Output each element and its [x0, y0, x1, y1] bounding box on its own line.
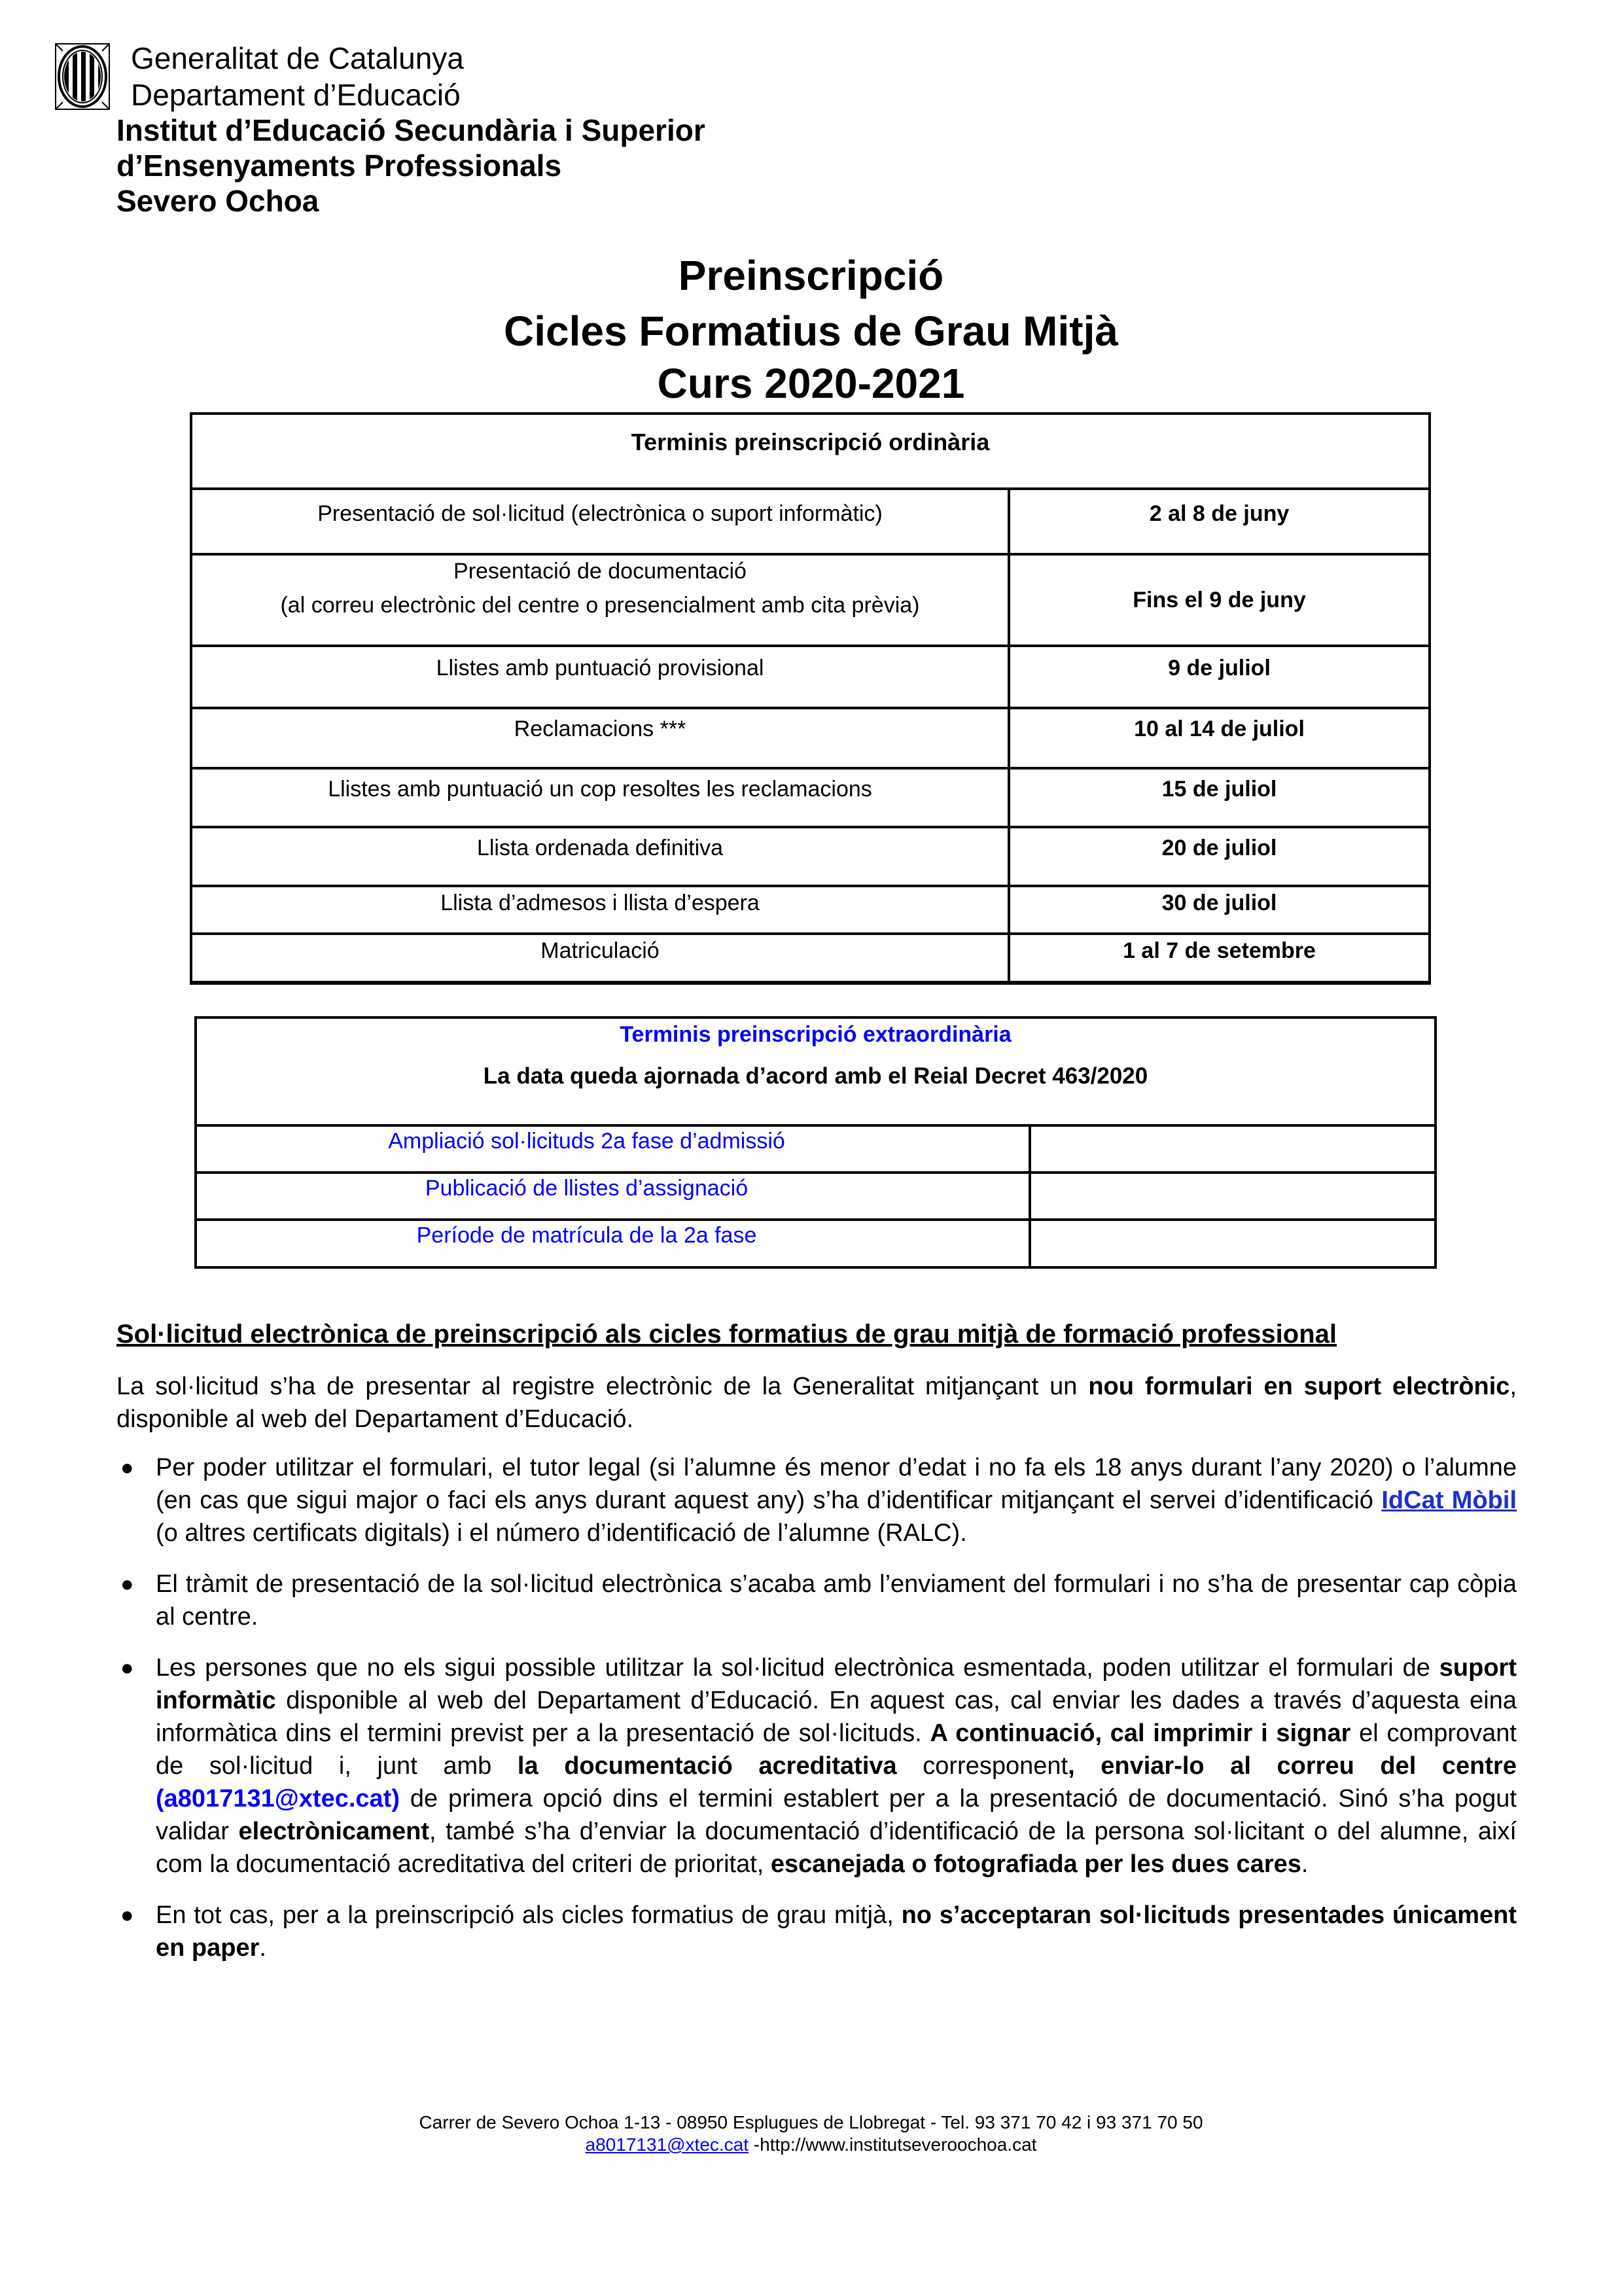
row-date	[1030, 1220, 1436, 1267]
idcat-mobil-link[interactable]: IdCat Mòbil	[1381, 1487, 1517, 1514]
page-title-line-3: Curs 2020-2021	[657, 360, 965, 407]
institute-name-line-2: d’Ensenyaments Professionals	[116, 149, 562, 183]
bullet-text: Les persones que no els sigui possible utilitzar la sol·licitud electrònica esmentada, poden utilitzar el formulari de	[156, 1654, 1439, 1682]
row-date	[1030, 1125, 1436, 1173]
row-label: Llista d’admesos i llista d’espera	[191, 886, 1009, 934]
bullet-bold: la documentació acreditativa	[517, 1752, 897, 1780]
ordinary-table-heading: Terminis preinscripció ordinària	[191, 414, 1430, 489]
institute-name-line-1: Institut d’Educació Secundària i Superior	[116, 113, 705, 147]
government-name: Generalitat de Catalunya	[131, 41, 464, 75]
list-item	[116, 1651, 1517, 1881]
bullet-text: , també s’ha d’enviar la documentació d’identificació de la persona sol·licitant o del alumne, així com la documentació acreditativa del criteri de prioritat,	[156, 1818, 1517, 1878]
bullet-text: (o altres certificats digitals) i el número d’identificació de l’alumne (RALC).	[156, 1519, 967, 1547]
row-label: Matriculació	[191, 934, 1009, 983]
generalitat-coat-of-arms-icon	[55, 43, 110, 110]
bullet-icon: ●	[120, 1655, 134, 1680]
table-row	[191, 886, 1430, 934]
row-date: 1 al 7 de setembre	[1009, 934, 1430, 983]
bullet-icon: ●	[120, 1903, 134, 1928]
section-heading: Sol·licitud electrònica de preinscripció als cicles formatius de grau mitjà de formació professional	[116, 1320, 1337, 1349]
intro-text-end: , disponible al web del Departament d’Educació.	[116, 1373, 1517, 1433]
footer-website: -http://www.institutseveroochoa.cat	[749, 2134, 1037, 2155]
bullet-text: corresponent	[896, 1752, 1068, 1780]
table-row	[191, 554, 1430, 646]
centre-email-link[interactable]: (a8017131@xtec.cat)	[156, 1785, 400, 1812]
row-date: 15 de juliol	[1009, 768, 1430, 827]
footer-contact	[0, 2134, 1622, 2156]
footer-address: Carrer de Severo Ochoa 1-13 - 08950 Esplugues de Llobregat - Tel. 93 371 70 42 i 93 371 70 50	[419, 2112, 1203, 2132]
list-item	[116, 1568, 1517, 1633]
table-header-row	[191, 414, 1430, 489]
bullet-bold: electrònicament	[238, 1818, 429, 1845]
table-row	[191, 708, 1430, 768]
row-date: 30 de juliol	[1009, 886, 1430, 934]
bullet-text: de primera opció dins el termini establert per a la presentació de documentació. Sinó s’ha pogut validar	[156, 1785, 1517, 1845]
bullet-text: disponible al web del Departament d’Educació. En aquest cas, cal enviar les dades a través d’aquesta eina informàtica dins el termini previst per a la presentació de sol·licituds.	[156, 1687, 1517, 1747]
table-row	[191, 646, 1430, 708]
bullet-text: Per poder utilitzar el formulari, el tutor legal (si l’alumne és menor d’edat i no fa els 18 anys durant l’any 2020) o l’alumne (en cas que sigui major o faci els anys durant aquest any) s’ha d’identificar mitjançant el servei d’identificació	[156, 1454, 1517, 1514]
bullet-bold: suport informàtic	[156, 1654, 1517, 1714]
row-label: Reclamacions ***	[191, 708, 1009, 768]
intro-bold: nou formulari en suport electrònic	[1088, 1373, 1510, 1400]
page-title-line-1: Preinscripció	[678, 252, 944, 299]
bullet-icon: ●	[120, 1455, 134, 1480]
table-row	[191, 489, 1430, 554]
row-date: Fins el 9 de juny	[1009, 554, 1430, 646]
row-label: Presentació de sol·licitud (electrònica o suport informàtic)	[191, 489, 1009, 554]
row-date	[1030, 1173, 1436, 1220]
row-date: 10 al 14 de juliol	[1009, 708, 1430, 768]
bullet-text: En tot cas, per a la preinscripció als cicles formatius de grau mitjà,	[156, 1901, 902, 1929]
row-label-sub: (al correu electrònic del centre o presencialment amb cita prèvia)	[280, 593, 920, 618]
bullet-icon: ●	[120, 1572, 134, 1597]
bullet-bold: A continuació, cal imprimir i signar	[930, 1720, 1351, 1747]
intro-paragraph	[116, 1370, 1517, 1436]
bullet-text: .	[259, 1934, 266, 1962]
table-header-row	[196, 1017, 1436, 1125]
extraordinary-table-heading: Terminis preinscripció extraordinària	[620, 1022, 1012, 1047]
row-label: Ampliació sol·licituds 2a fase d’admissió	[196, 1125, 1030, 1173]
bullet-text: el comprovant de sol·licitud i, junt amb	[156, 1720, 1517, 1780]
bullet-bold: , enviar-lo al correu del centre	[1068, 1752, 1517, 1780]
table-row	[196, 1173, 1436, 1220]
footer-email-link[interactable]: a8017131@xtec.cat	[585, 2134, 749, 2155]
row-date: 9 de juliol	[1009, 646, 1430, 708]
page-title-line-2: Cicles Formatius de Grau Mitjà	[504, 308, 1118, 355]
list-item	[116, 1899, 1517, 1964]
table-row	[191, 768, 1430, 827]
list-item	[116, 1451, 1517, 1549]
row-label: Llistes amb puntuació provisional	[191, 646, 1009, 708]
row-date: 2 al 8 de juny	[1009, 489, 1430, 554]
institute-name-line-3: Severo Ochoa	[116, 184, 319, 218]
electronic-application-section	[116, 1316, 1517, 1983]
table-row	[196, 1220, 1436, 1267]
ordinary-deadlines-table	[190, 412, 1431, 985]
table-row	[191, 827, 1430, 886]
row-label: Llistes amb puntuació un cop resoltes les reclamacions	[191, 768, 1009, 827]
row-label: Publicació de llistes d’assignació	[196, 1173, 1030, 1220]
table-row	[191, 934, 1430, 983]
table-row	[196, 1125, 1436, 1173]
bullet-bold: escanejada o fotografiada per les dues cares	[770, 1850, 1301, 1878]
department-name: Departament d’Educació	[131, 78, 461, 112]
extraordinary-table-header	[196, 1017, 1436, 1125]
row-date: 20 de juliol	[1009, 827, 1430, 886]
extraordinary-deadlines-table	[194, 1016, 1437, 1269]
row-label	[191, 554, 1009, 646]
row-label: Període de matrícula de la 2a fase	[196, 1220, 1030, 1267]
bullet-bold: no s’acceptaran sol·licituds presentades únicament en paper	[156, 1901, 1517, 1962]
bullet-text: .	[1301, 1850, 1309, 1878]
postponement-note: La data queda ajornada d’acord amb el Reial Decret 463/2020	[483, 1063, 1148, 1089]
row-label: Llista ordenada definitiva	[191, 827, 1009, 886]
bullet-list	[116, 1451, 1517, 1964]
bullet-text: El tràmit de presentació de la sol·licitud electrònica s’acaba amb l’enviament del formulari i no s’ha de presentar cap còpia al centre.	[156, 1570, 1517, 1631]
intro-text: La sol·licitud s’ha de presentar al registre electrònic de la Generalitat mitjançant un	[116, 1373, 1089, 1400]
row-label-main: Presentació de documentació	[453, 559, 747, 584]
